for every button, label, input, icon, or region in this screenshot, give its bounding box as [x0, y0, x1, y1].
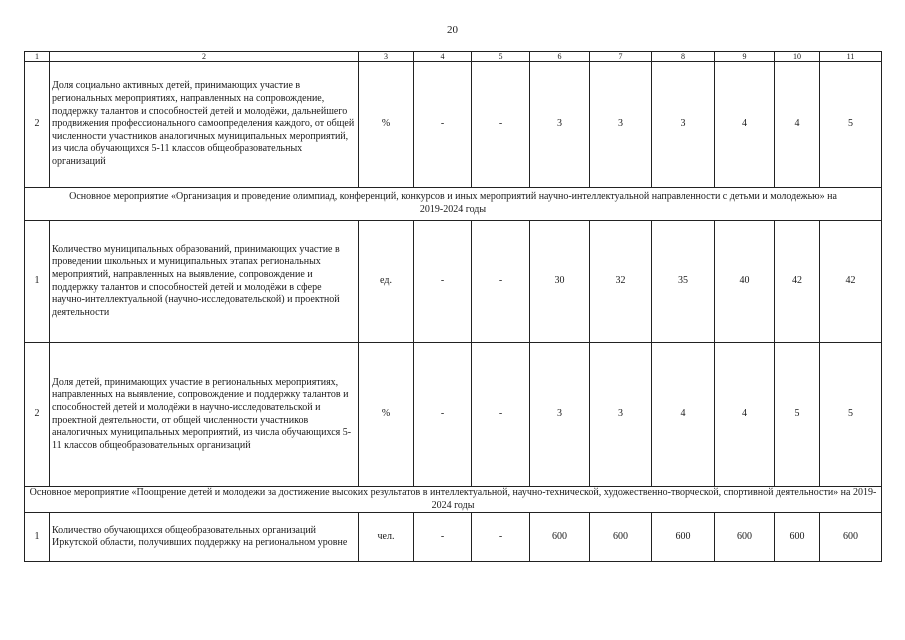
value-cell: 4 — [652, 343, 715, 487]
header-cell: 5 — [472, 52, 530, 62]
indicator-description: Количество муниципальных образований, принимающих участие в проведении школьных и муниципальных этапах региональных мероприятий, направленных на выявление, сопровождение и поддержку талантов и способностей детей и молодёжи в сфере научно-интеллектуальной (научно-исследовательской) и проектной деятельности — [50, 221, 359, 343]
header-cell: 11 — [820, 52, 882, 62]
row-number: 1 — [25, 513, 50, 562]
indicator-description: Доля социально активных детей, принимающих участие в региональных мероприятиях, направленных на сопровождение, поддержку талантов и способностей детей и молодёжи, дальнейшего продвижения профессионального самоопределения каждого, от общей численности участников аналогичных муниципальных мероприятий, из числа обучающихся 5-11 классов общеобразовательных организаций — [50, 62, 359, 188]
value-cell: 600 — [652, 513, 715, 562]
page-number: 20 — [447, 24, 458, 36]
value-cell: 3 — [590, 62, 652, 188]
table-row — [25, 221, 882, 343]
header-cell: 4 — [414, 52, 472, 62]
indicator-description: Количество обучающихся общеобразовательных организаций Иркутской области, получивших поддержку на региональном уровне — [50, 513, 359, 562]
value-cell: 3 — [590, 343, 652, 487]
row-number: 2 — [25, 343, 50, 487]
header-cell: 3 — [359, 52, 414, 62]
value-cell: - — [472, 62, 530, 188]
header-cell: 9 — [715, 52, 775, 62]
indicator-description: Доля детей, принимающих участие в региональных мероприятиях, направленных на выявление, сопровождение и поддержку талантов и способностей детей и молодёжи в научно-исследовательской и проектной деятельности, от общей численности участников аналогичных муниципальных мероприятий, из числа обучающихся 5-11 классов общеобразовательных организаций — [50, 343, 359, 487]
unit-cell: ед. — [359, 221, 414, 343]
value-cell: 5 — [775, 343, 820, 487]
value-cell: 32 — [590, 221, 652, 343]
value-cell: - — [414, 513, 472, 562]
value-cell: - — [414, 62, 472, 188]
unit-cell: % — [359, 62, 414, 188]
row-number: 1 — [25, 221, 50, 343]
header-cell: 7 — [590, 52, 652, 62]
table-row — [25, 513, 882, 562]
header-cell: 8 — [652, 52, 715, 62]
unit-cell: % — [359, 343, 414, 487]
value-cell: - — [472, 221, 530, 343]
value-cell: - — [472, 513, 530, 562]
value-cell: 35 — [652, 221, 715, 343]
value-cell: 600 — [820, 513, 882, 562]
value-cell: - — [414, 221, 472, 343]
header-cell: 2 — [50, 52, 359, 62]
header-cell: 6 — [530, 52, 590, 62]
value-cell: 3 — [530, 343, 590, 487]
header-cell: 1 — [25, 52, 50, 62]
table-row — [25, 62, 882, 188]
value-cell: 600 — [775, 513, 820, 562]
value-cell: 3 — [530, 62, 590, 188]
value-cell: - — [472, 343, 530, 487]
section-title: Основное мероприятие «Поощрение детей и молодежи за достижение высоких результатов в интеллектуальной, научно-технической, художественно-творческой, спортивной деятельности» на 2019-2024 годы — [25, 487, 882, 513]
row-number: 2 — [25, 62, 50, 188]
value-cell: 600 — [530, 513, 590, 562]
header-row — [25, 52, 882, 62]
header-cell: 10 — [775, 52, 820, 62]
value-cell: 600 — [590, 513, 652, 562]
value-cell: 4 — [715, 343, 775, 487]
value-cell: 42 — [775, 221, 820, 343]
indicators-table — [24, 51, 882, 562]
table-row — [25, 343, 882, 487]
value-cell: 3 — [652, 62, 715, 188]
value-cell: 5 — [820, 62, 882, 188]
section-row — [25, 188, 882, 221]
section-row — [25, 487, 882, 513]
value-cell: 4 — [775, 62, 820, 188]
value-cell: - — [414, 343, 472, 487]
value-cell: 30 — [530, 221, 590, 343]
value-cell: 600 — [715, 513, 775, 562]
value-cell: 42 — [820, 221, 882, 343]
unit-cell: чел. — [359, 513, 414, 562]
value-cell: 5 — [820, 343, 882, 487]
value-cell: 40 — [715, 221, 775, 343]
section-title: Основное мероприятие «Организация и проведение олимпиад, конференций, конкурсов и иных мероприятий научно-интеллектуальной направленности с детьми и молодежью» на 2019-2024 годы — [25, 188, 882, 221]
value-cell: 4 — [715, 62, 775, 188]
